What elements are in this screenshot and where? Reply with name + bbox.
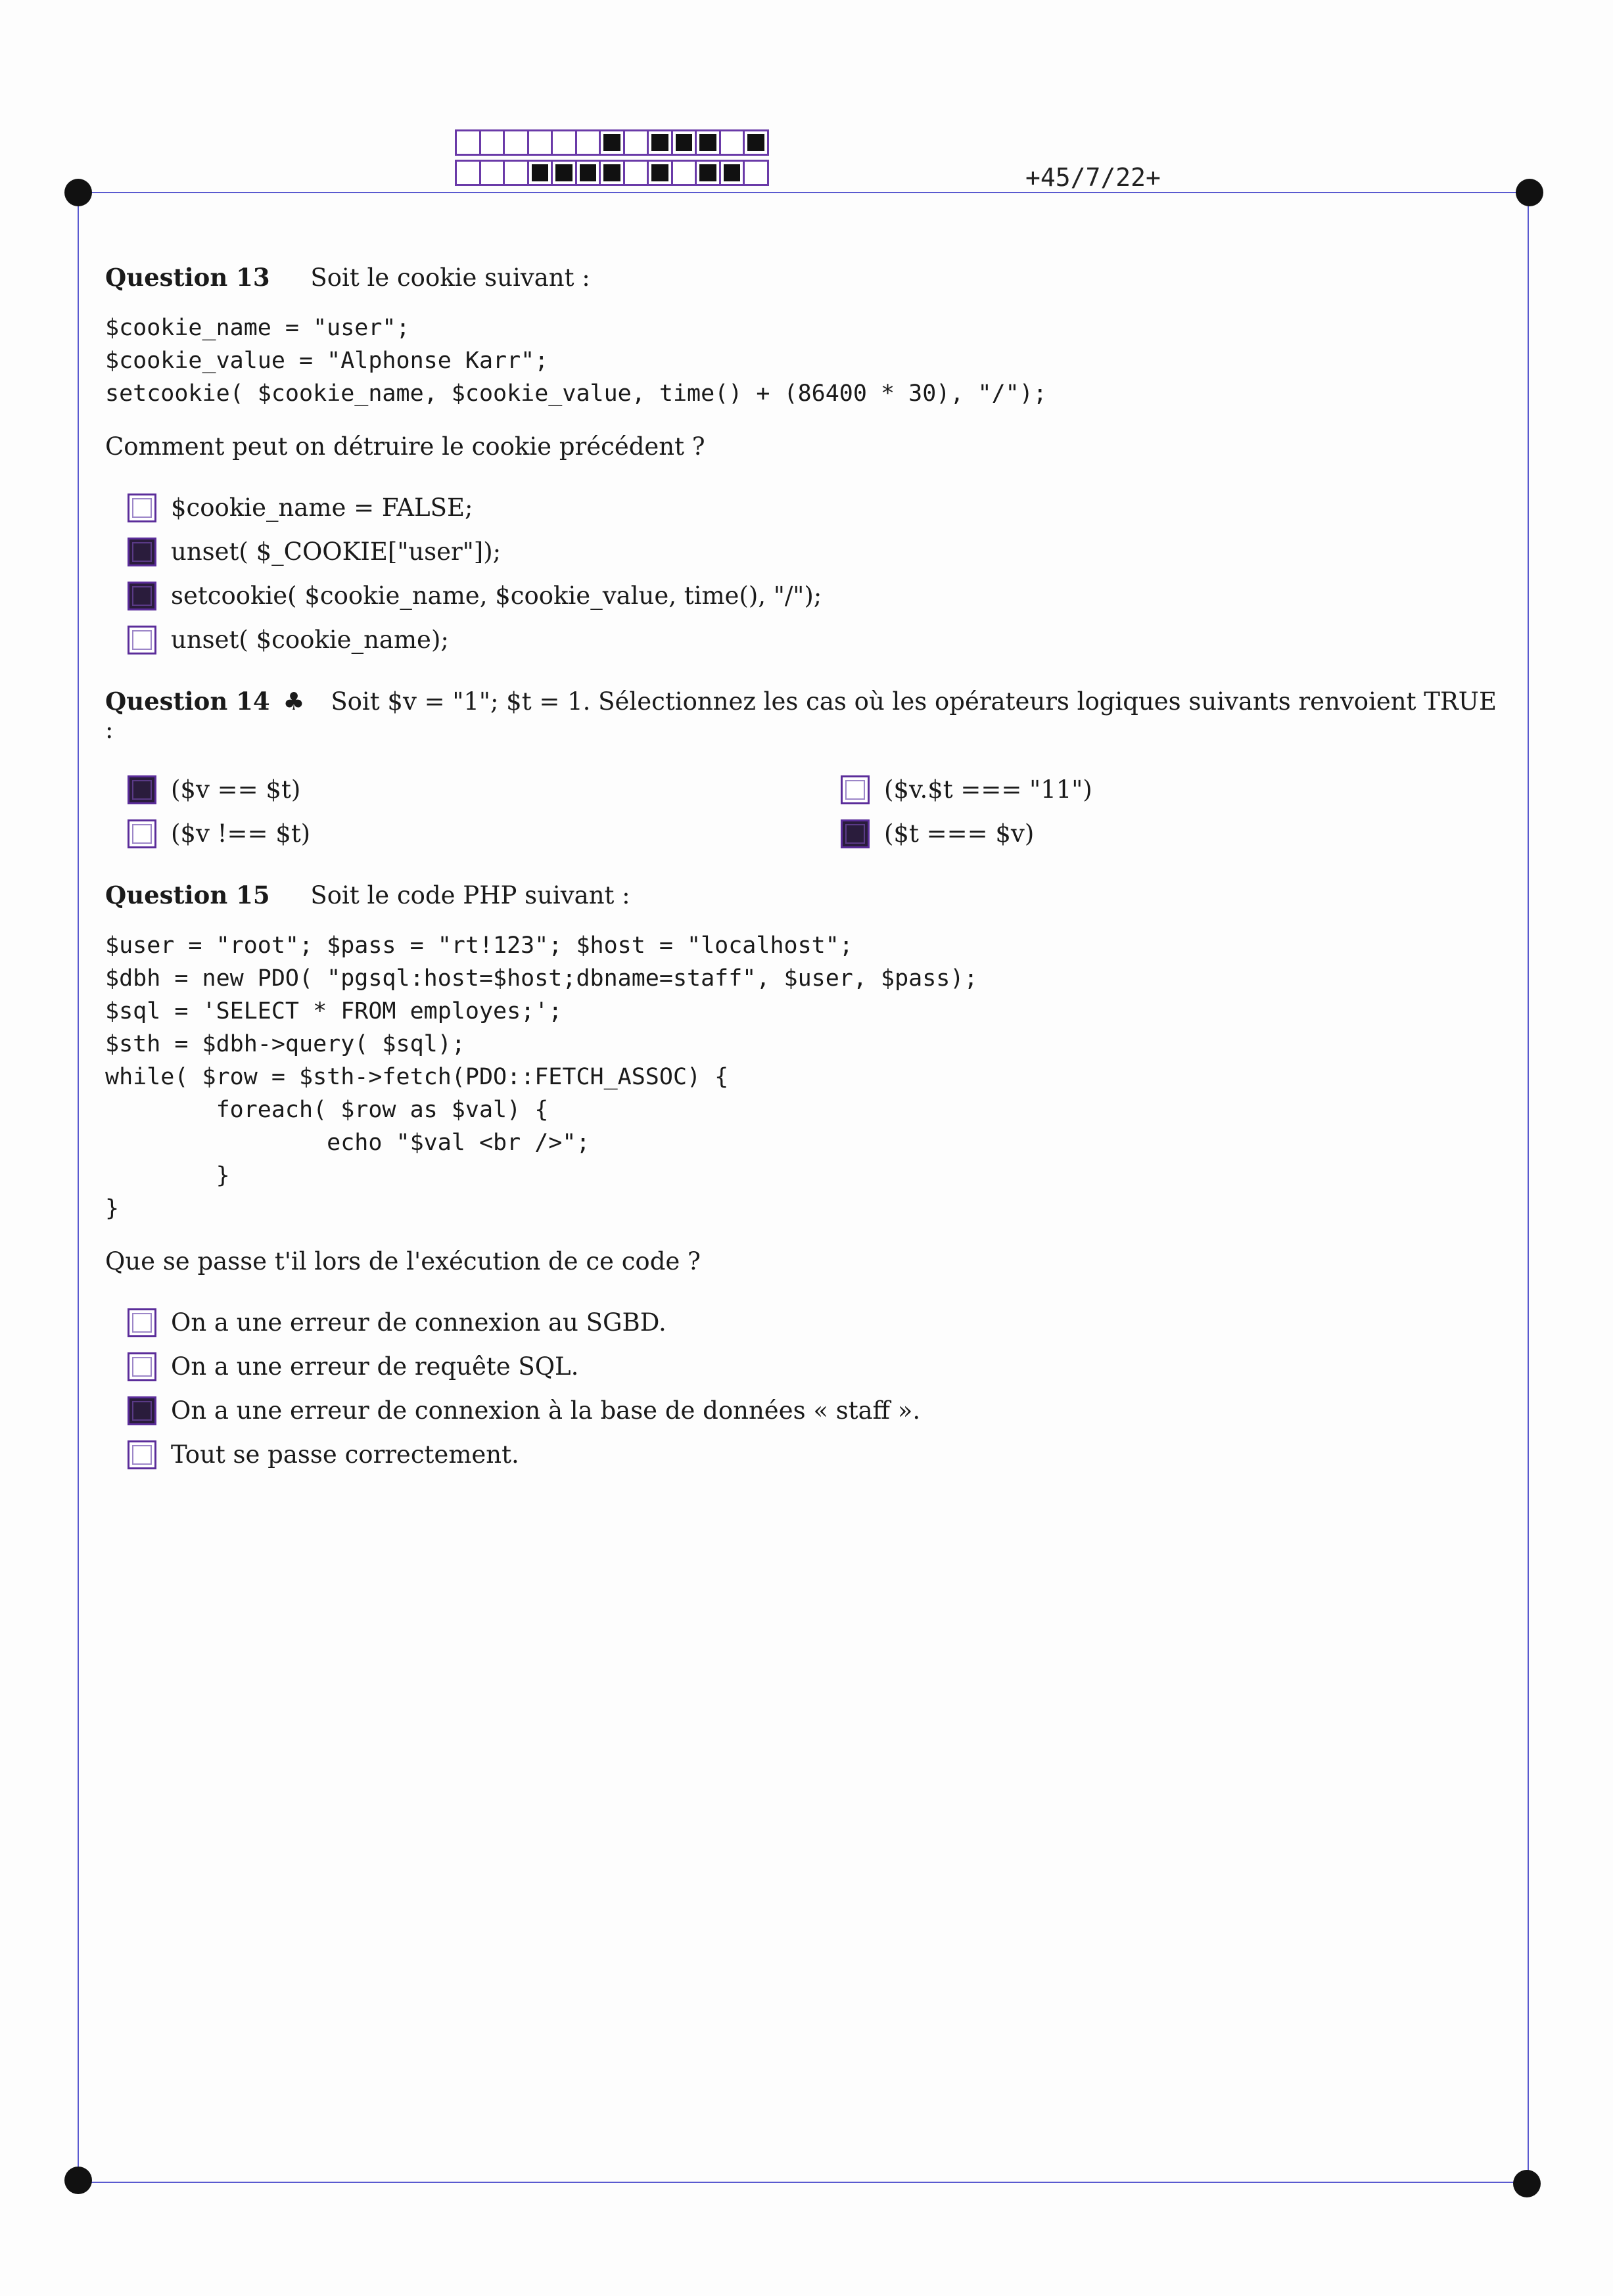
answer-label: $cookie_name = FALSE;: [171, 494, 473, 522]
answer-label: ($v.$t === "11"): [884, 775, 1092, 804]
answer-option[interactable]: [128, 486, 1512, 530]
registration-mark-top-left: [64, 179, 92, 206]
answer-option[interactable]: [128, 812, 841, 856]
barcode-cell: [745, 162, 767, 184]
question-intro: Soit le cookie suivant :: [310, 264, 590, 292]
question-intro: Soit le code PHP suivant :: [310, 881, 630, 909]
answer-option[interactable]: [128, 1344, 1512, 1389]
barcode-cell: [649, 131, 673, 154]
answer-checkbox[interactable]: [128, 1396, 156, 1425]
barcode-cell: [697, 162, 721, 184]
question-prompt: Comment peut on détruire le cookie précédent ?: [105, 432, 705, 461]
answer-label: unset( $_COOKIE["user"]);: [171, 538, 502, 566]
barcode-cell: [673, 162, 697, 184]
answer-label: ($t === $v): [884, 819, 1035, 848]
question-intro: Soit $v = "1"; $t = 1. Sélectionnez les cas où les opérateurs logiques suivants renvoient TRUE :: [105, 687, 1497, 744]
answer-label: ($v !== $t): [171, 819, 311, 848]
answer-checkbox[interactable]: [128, 494, 156, 522]
barcode-cell: [577, 162, 601, 184]
question-15-heading: [105, 881, 1512, 909]
barcode-cell: [553, 131, 577, 154]
answer-checkbox[interactable]: [128, 1440, 156, 1469]
answer-option[interactable]: [128, 618, 1512, 662]
answer-option[interactable]: [128, 1433, 1512, 1477]
answer-label: On a une erreur de connexion à la base de données « staff ».: [171, 1396, 921, 1425]
barcode-cell: [649, 162, 673, 184]
registration-mark-bottom-right: [1513, 2170, 1541, 2197]
answer-label: ($v == $t): [171, 775, 301, 804]
answer-options: [128, 1300, 1512, 1477]
answer-options: [128, 768, 1512, 856]
answer-option[interactable]: [841, 768, 1498, 812]
answer-checkbox[interactable]: [841, 819, 870, 848]
answer-option[interactable]: [128, 530, 1512, 574]
question-number: Question 13: [105, 263, 270, 292]
answer-checkbox[interactable]: [128, 582, 156, 610]
barcode-row-1: [455, 129, 769, 156]
question-13-heading: [105, 263, 1512, 292]
barcode-cell: [625, 131, 649, 154]
barcode-cell: [457, 131, 481, 154]
answer-label: On a une erreur de requête SQL.: [171, 1352, 579, 1381]
answer-label: unset( $cookie_name);: [171, 626, 449, 654]
barcode-cell: [529, 162, 553, 184]
question-number: Question 15: [105, 881, 270, 909]
question-14-heading: [105, 687, 1512, 744]
answer-option[interactable]: [128, 768, 841, 812]
barcode-cell: [481, 162, 505, 184]
barcode-cell: [673, 131, 697, 154]
page-barcode: [455, 129, 769, 190]
barcode-cell: [577, 131, 601, 154]
answer-label: Tout se passe correctement.: [171, 1440, 519, 1469]
code-block: $cookie_name = "user"; $cookie_value = "Alphonse Karr"; setcookie( $cookie_name, $cookie_value, time() + (86400 * 30), "/");: [105, 315, 1047, 407]
barcode-cell: [481, 131, 505, 154]
code-block: $user = "root"; $pass = "rt!123"; $host = "localhost"; $dbh = new PDO( "pgsql:host=$host;dbname=staff", $user, $pass); $sql = 'SELECT * FROM employes;'; $sth = $dbh->query( $sql); while( $row = $sth->fetch(PDO::FETCH_ASSOC) { foreach( $row as $val) { echo "$val <br />"; } }: [105, 932, 978, 1222]
answer-checkbox[interactable]: [128, 538, 156, 566]
barcode-cell: [505, 131, 529, 154]
answer-option[interactable]: [128, 1389, 1512, 1433]
barcode-cell: [625, 162, 649, 184]
barcode-cell: [721, 162, 745, 184]
question-prompt: Que se passe t'il lors de l'exécution de ce code ?: [105, 1247, 701, 1275]
exam-content: [105, 263, 1512, 1502]
answer-option[interactable]: [841, 812, 1498, 856]
answer-option[interactable]: [128, 1300, 1512, 1344]
answer-label: setcookie( $cookie_name, $cookie_value, time(), "/");: [171, 582, 822, 610]
barcode-cell: [457, 162, 481, 184]
barcode-cell: [529, 131, 553, 154]
answer-label: On a une erreur de connexion au SGBD.: [171, 1308, 666, 1337]
page-id: +45/7/22+: [1025, 163, 1161, 192]
barcode-cell: [721, 131, 745, 154]
answer-options: [128, 486, 1512, 662]
barcode-row-2: [455, 160, 769, 186]
answer-checkbox[interactable]: [128, 626, 156, 654]
barcode-cell: [505, 162, 529, 184]
barcode-cell: [745, 131, 767, 154]
barcode-cell: [601, 162, 625, 184]
answer-checkbox[interactable]: [841, 775, 870, 804]
answer-checkbox[interactable]: [128, 819, 156, 848]
answer-option[interactable]: [128, 574, 1512, 618]
registration-mark-bottom-left: [64, 2167, 92, 2194]
barcode-cell: [553, 162, 577, 184]
question-number: Question 14: [105, 687, 270, 716]
registration-mark-top-right: [1516, 179, 1543, 206]
multiple-answer-symbol: ♣: [283, 687, 305, 716]
answer-checkbox[interactable]: [128, 1352, 156, 1381]
answer-checkbox[interactable]: [128, 1308, 156, 1337]
barcode-cell: [697, 131, 721, 154]
answer-checkbox[interactable]: [128, 775, 156, 804]
barcode-cell: [601, 131, 625, 154]
